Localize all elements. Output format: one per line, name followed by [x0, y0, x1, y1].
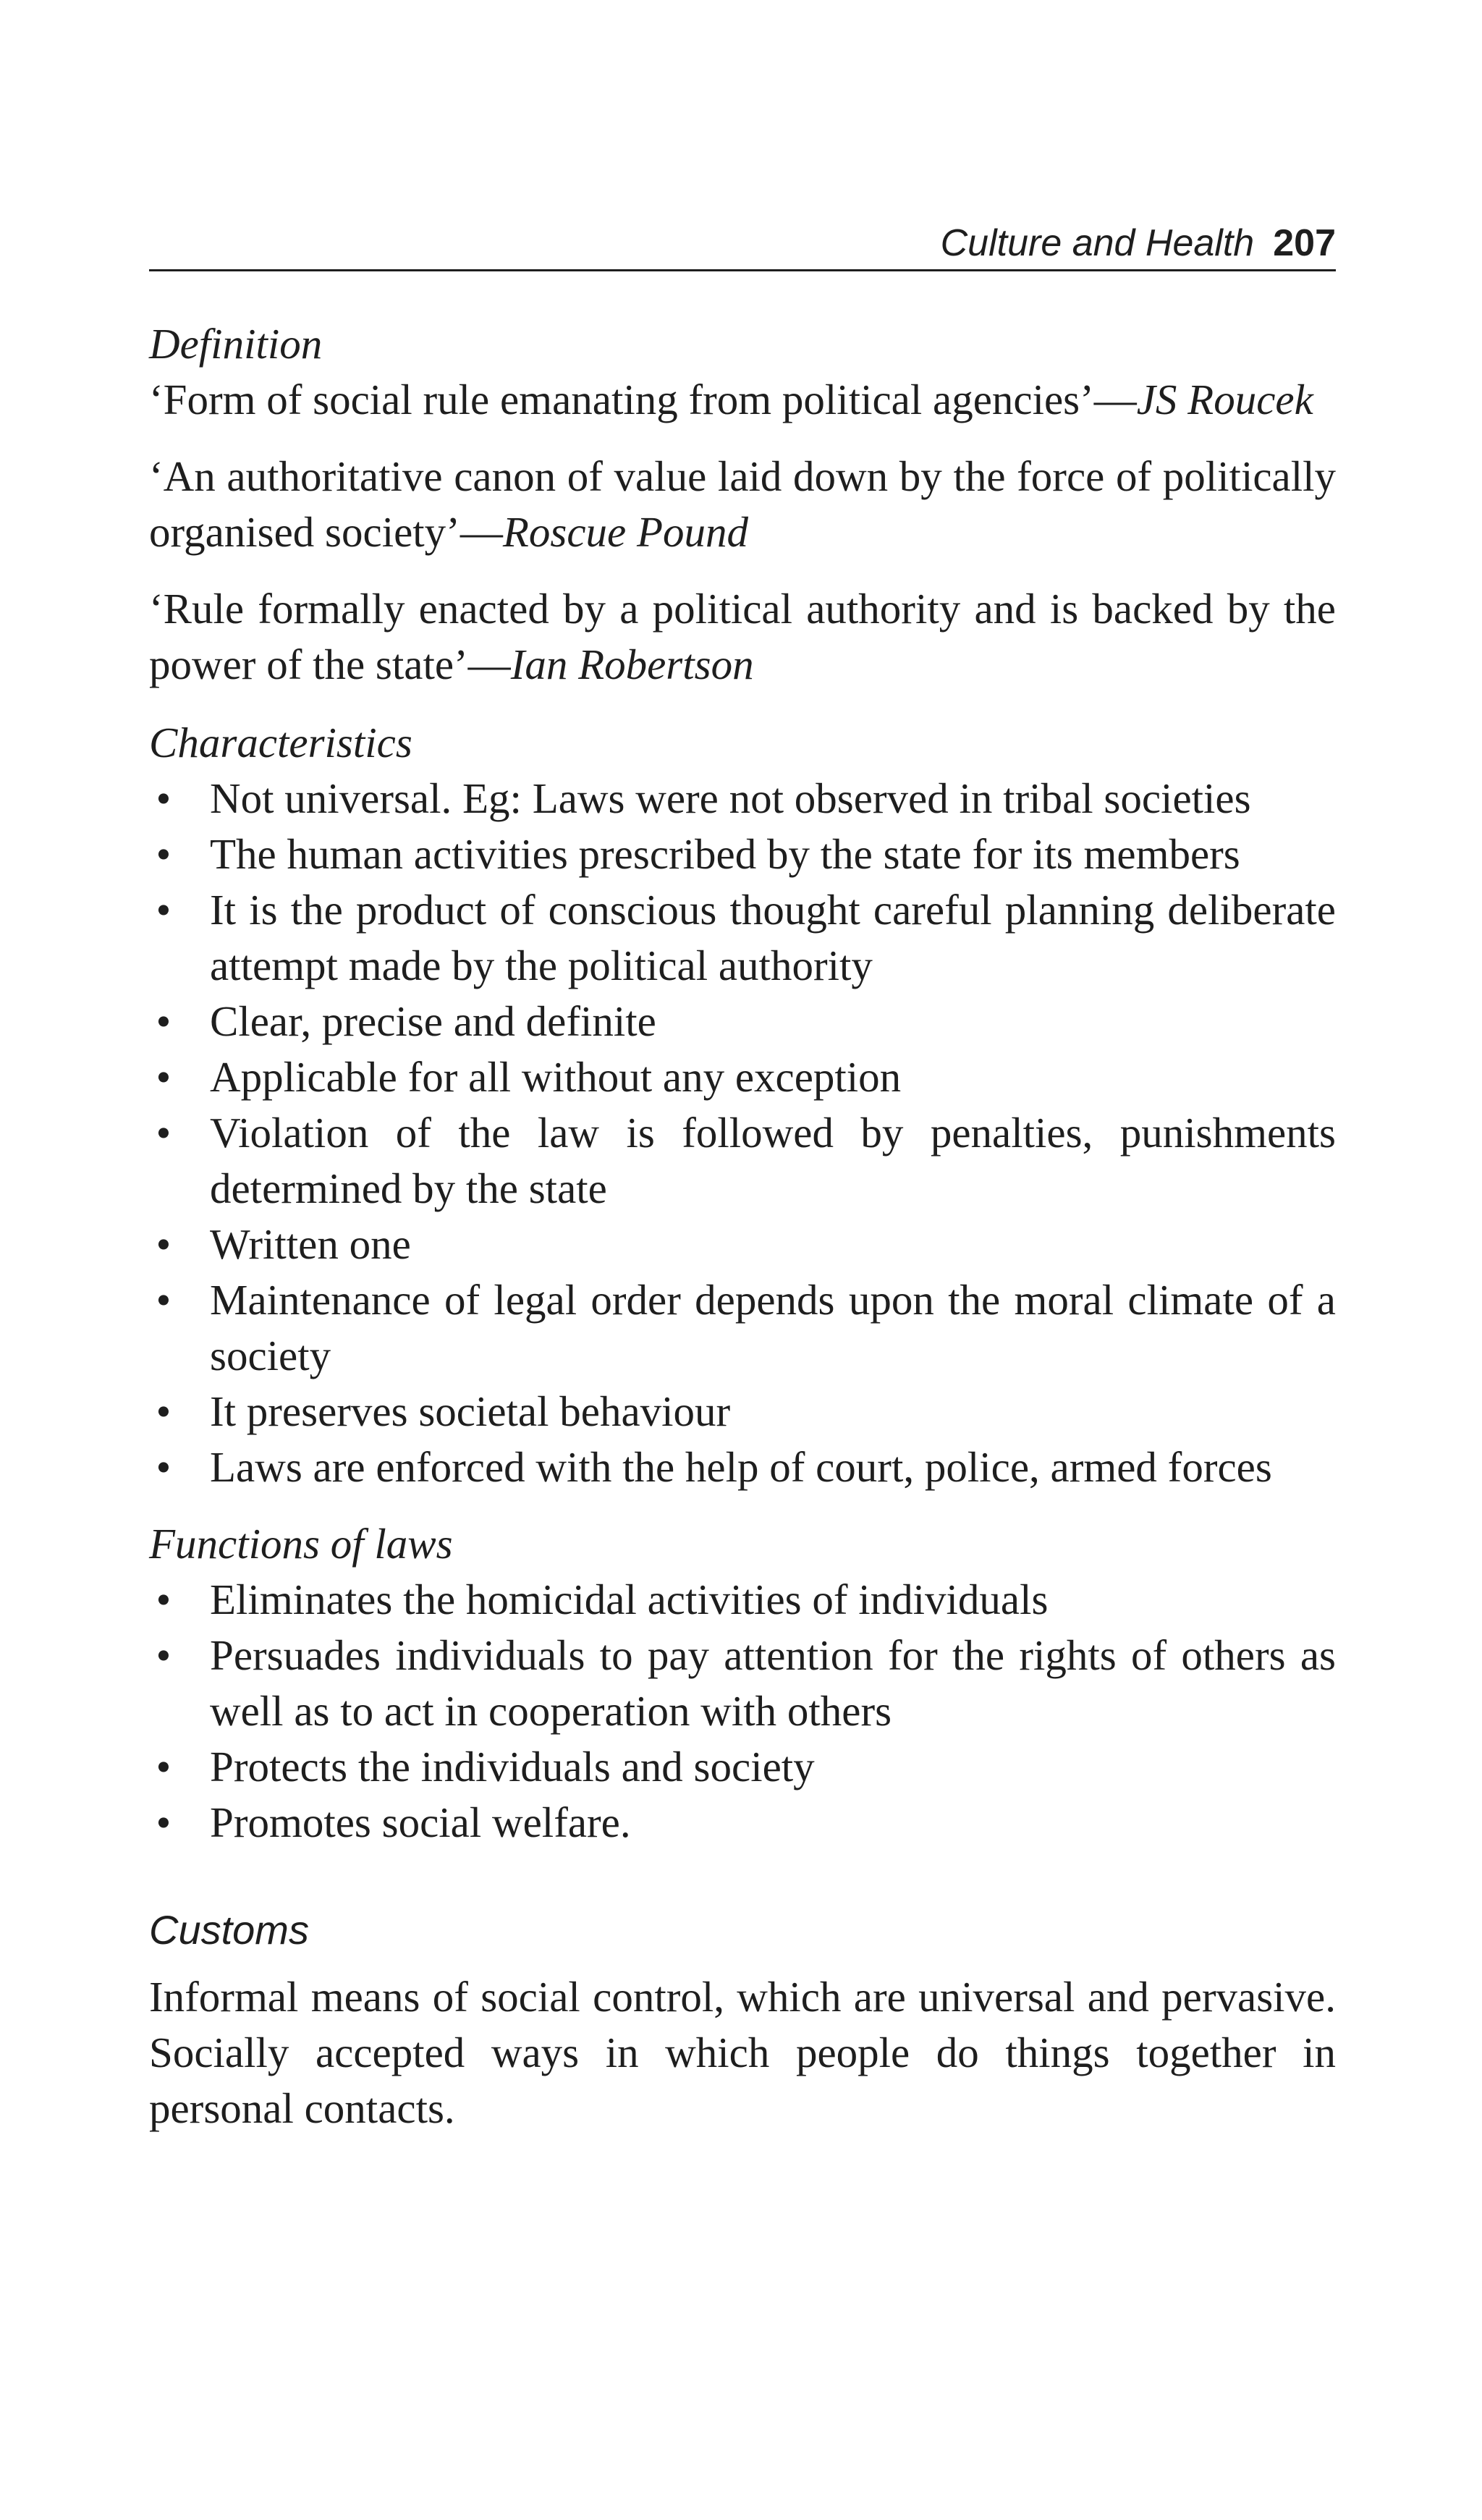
- list-item: [149, 1272, 1336, 1384]
- list-item: [149, 1739, 1336, 1795]
- definition-quote-1: [149, 372, 1336, 428]
- chapter-title: Culture and Health: [940, 222, 1255, 264]
- list-item-text: Laws are enforced with the help of court, police, armed forces: [210, 1443, 1272, 1491]
- list-item-text: Promotes social welfare.: [210, 1798, 631, 1846]
- list-item: [149, 1217, 1336, 1272]
- functions-list: [149, 1572, 1336, 1851]
- bullet-icon: •: [156, 1798, 172, 1846]
- list-item-text: It preserves societal behaviour: [210, 1387, 731, 1435]
- definition-quote-2: [149, 449, 1336, 560]
- page-number: 207: [1273, 222, 1336, 264]
- bullet-icon: •: [156, 1631, 172, 1679]
- list-item-text: Eliminates the homicidal activities of individuals: [210, 1576, 1049, 1623]
- bullet-icon: •: [156, 774, 172, 822]
- bullet-icon: •: [156, 830, 172, 878]
- list-item-text: Maintenance of legal order depends upon the moral climate of a society: [210, 1276, 1336, 1379]
- characteristics-heading: Characteristics: [149, 719, 412, 766]
- list-item: [149, 1105, 1336, 1217]
- list-item: [149, 1439, 1336, 1495]
- book-page: [149, 0, 1336, 2520]
- quote-text: ‘Form of social rule emanating from political agencies’—: [149, 376, 1137, 423]
- list-item-text: The human activities prescribed by the state for its members: [210, 830, 1240, 878]
- list-item: [149, 826, 1336, 882]
- list-item-text: Applicable for all without any exception: [210, 1053, 902, 1101]
- quote-text: ‘An authoritative canon of value laid down by the force of politically organised society’—: [149, 452, 1336, 556]
- body-text: [149, 316, 1336, 2136]
- list-item: [149, 1572, 1336, 1628]
- bullet-icon: •: [156, 886, 172, 934]
- bullet-icon: •: [156, 1387, 172, 1435]
- definition-heading: Definition: [149, 320, 323, 368]
- customs-heading: Customs: [149, 1907, 309, 1953]
- list-item: [149, 882, 1336, 994]
- list-item: [149, 994, 1336, 1049]
- bullet-icon: •: [156, 1443, 172, 1491]
- bullet-icon: •: [156, 1053, 172, 1101]
- list-item: [149, 1795, 1336, 1851]
- list-item: [149, 771, 1336, 826]
- quote-author: JS Roucek: [1136, 376, 1313, 423]
- characteristics-list: [149, 771, 1336, 1495]
- quote-author: Roscue Pound: [502, 508, 748, 556]
- list-item-text: It is the product of conscious thought careful planning deliberate attempt made by the political authority: [210, 886, 1336, 989]
- quote-text: ‘Rule formally enacted by a political authority and is backed by the power of the state’—: [149, 585, 1336, 688]
- list-item-text: Written one: [210, 1220, 411, 1268]
- list-item-text: Persuades individuals to pay attention for the rights of others as well as to act in cooperation with others: [210, 1631, 1336, 1735]
- list-item: [149, 1049, 1336, 1105]
- running-header: [149, 217, 1336, 271]
- bullet-icon: •: [156, 1576, 172, 1623]
- functions-heading: Functions of laws: [149, 1520, 453, 1568]
- bullet-icon: •: [156, 997, 172, 1045]
- list-item-text: Violation of the law is followed by penalties, punishments determined by the state: [210, 1109, 1336, 1212]
- bullet-icon: •: [156, 1743, 172, 1790]
- list-item-text: Not universal. Eg: Laws were not observed in tribal societies: [210, 774, 1251, 822]
- bullet-icon: •: [156, 1109, 172, 1157]
- quote-author: Ian Robertson: [510, 640, 754, 688]
- bullet-icon: •: [156, 1276, 172, 1324]
- customs-paragraph: Informal means of social control, which are universal and pervasive. Socially accepted ways in which people do things together in personal contacts.: [149, 1973, 1336, 2132]
- list-item: [149, 1628, 1336, 1739]
- list-item-text: Protects the individuals and society: [210, 1743, 815, 1790]
- definition-quote-3: [149, 581, 1336, 693]
- list-item-text: Clear, precise and definite: [210, 997, 656, 1045]
- bullet-icon: •: [156, 1220, 172, 1268]
- list-item: [149, 1384, 1336, 1439]
